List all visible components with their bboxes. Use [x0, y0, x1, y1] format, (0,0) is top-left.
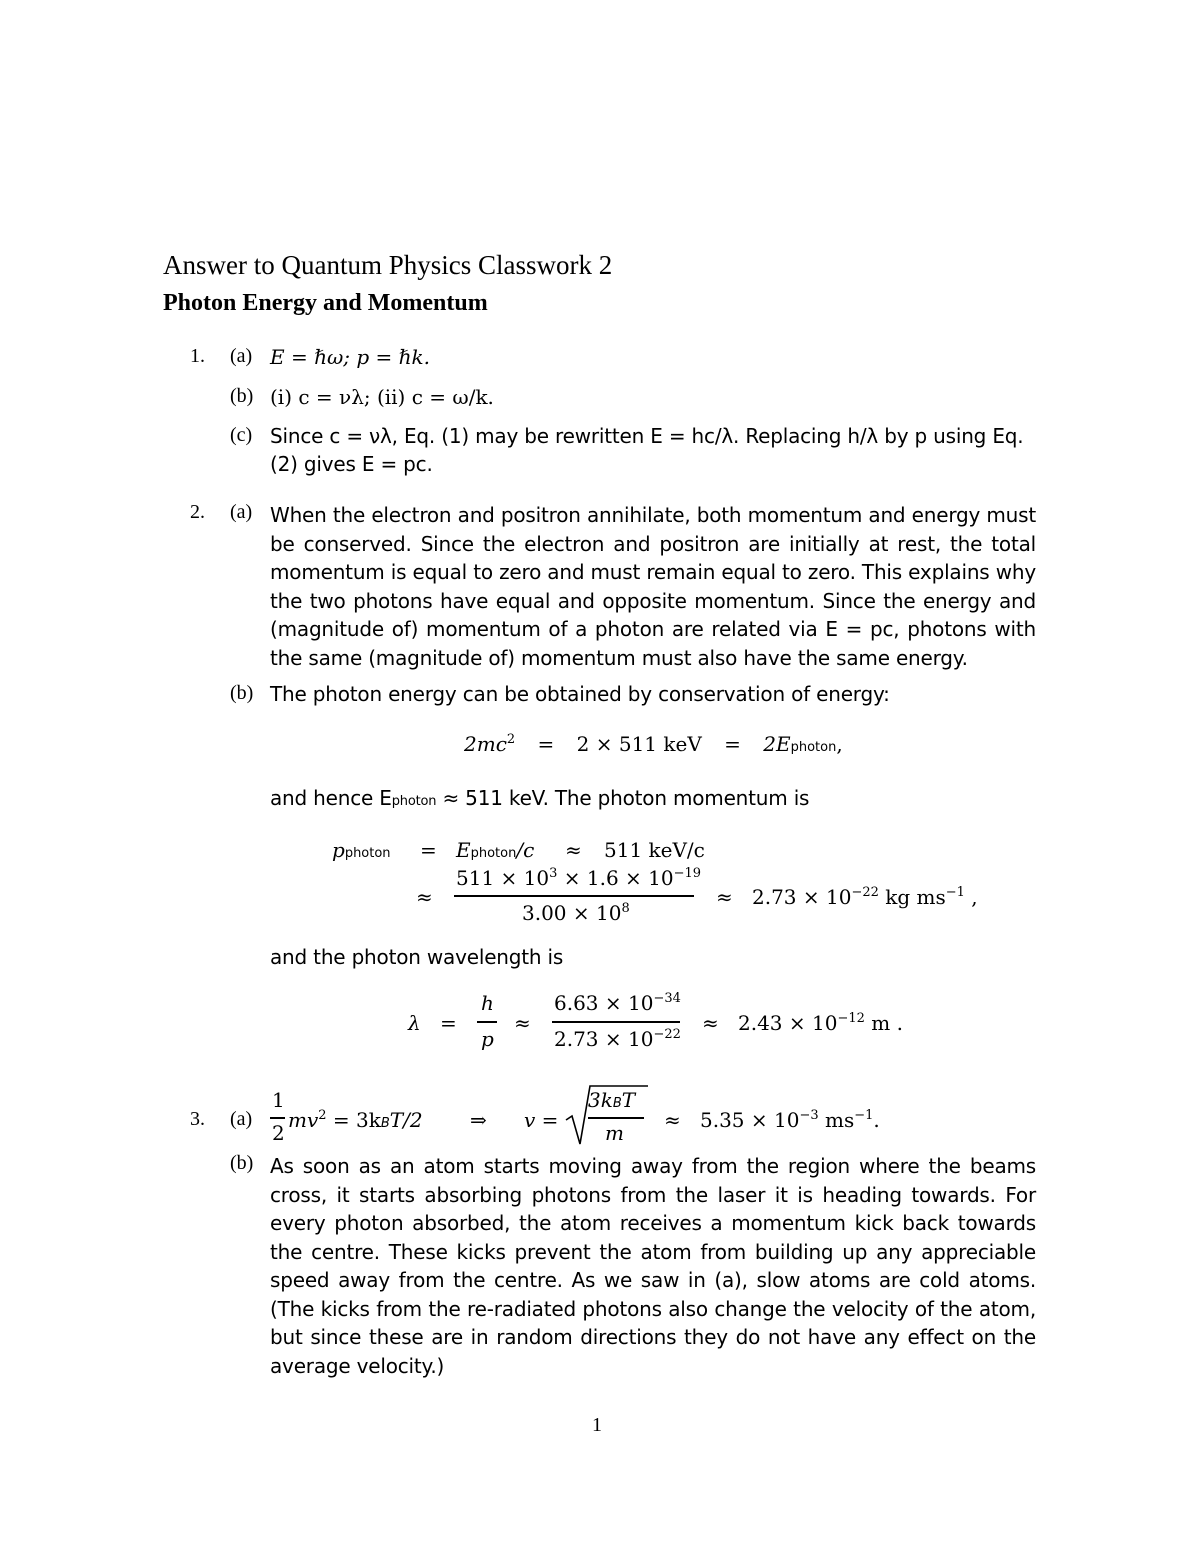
h-over-p-bar [477, 1021, 497, 1023]
approx-sign-6: ≈ [664, 1108, 681, 1132]
section-heading: Photon Energy and Momentum [163, 290, 488, 316]
q3-part-a-label: (a) [230, 1108, 253, 1130]
question-2-number: 2. [190, 501, 205, 523]
q1-part-c-label: (c) [230, 424, 253, 446]
q2-part-a-label: (a) [230, 501, 253, 523]
q1-part-a-text: E = ℏω; p = ℏk. [270, 345, 430, 369]
approx-sign-3: ≈ [716, 885, 733, 909]
q1-part-c-line1: Since c = νλ, Eq. (1) may be rewritten E = hc/λ. Replacing h/λ by p using Eq. [270, 424, 1024, 448]
wavelength-lhs: λ [408, 1011, 421, 1035]
q1-part-b-text: (i) c = νλ; (ii) c = ω/k. [270, 385, 494, 409]
half-numerator: 1 [272, 1088, 285, 1112]
q2-part-a-text: When the electron and positron annihilate, both momentum and energy must be conserved. Since the electron and positron are initially at rest, the total momentum is equal to zero and must remain equal to zero. This explains why the two photons have equal and opposite momentum. Since the energy and (magnitude of) momentum of a photon are related via E = pc, photons with the same (magnitude of) momentum must also have the same energy. [270, 503, 1036, 670]
page-number: 1 [592, 1414, 602, 1436]
q2-part-b-label: (b) [230, 682, 254, 704]
half-denominator: 2 [272, 1121, 285, 1145]
momentum-kev-over-c: 511 keV/c [604, 838, 705, 862]
momentum-lhs: pphoton [332, 838, 391, 862]
kinetic-energy-expression: $mv^2 = 3kBT/2$ [288, 1108, 423, 1132]
momentum-denominator: $3.00 \times 10^8$ [522, 901, 630, 925]
implies-arrow: ⇒ [470, 1108, 487, 1132]
wavelength-equals: = [440, 1011, 457, 1035]
hence-photon-energy: and hence Ephoton ≈ 511 keV. The photon momentum is [270, 786, 810, 810]
momentum-result: $2.73 \times 10^{-22}$ kg $ms^{-1}$ , [752, 885, 978, 909]
wavelength-fraction-bar [552, 1021, 680, 1023]
approx-sign-5: ≈ [702, 1011, 719, 1035]
q2-part-b-intro: The photon energy can be obtained by conservation of energy: [270, 682, 890, 706]
wavelength-denominator: $2.73 \times 10^{-22}$ [554, 1027, 681, 1051]
velocity-lhs: v = [524, 1108, 559, 1132]
momentum-energy-over-c: Ephoton/c [456, 838, 535, 862]
wavelength-numerator: $6.63 \times 10^{-34}$ [554, 991, 681, 1015]
wavelength-p: p [481, 1027, 494, 1051]
wavelength-intro: and the photon wavelength is [270, 945, 564, 969]
question-3-number: 3. [190, 1108, 205, 1130]
half-fraction-bar [270, 1117, 285, 1119]
approx-sign-4: ≈ [514, 1011, 531, 1035]
q1-part-c-line2: (2) gives E = pc. [270, 452, 433, 476]
wavelength-h: h [481, 991, 494, 1015]
momentum-fraction-bar [454, 895, 694, 897]
momentum-numerator: $511 \times 10^3 \times 1.6 \times 10^{-19}$ [456, 866, 702, 890]
root-denominator: m [605, 1121, 624, 1145]
wavelength-result: $2.43 \times 10^{-12}$ m . [738, 1011, 903, 1035]
velocity-result: $5.35 \times 10^{-3}$ $ms^{-1}$. [700, 1108, 880, 1132]
energy-equation: $2mc^2 = 2 \times 511$ keV = 2Ephoton, [464, 732, 843, 756]
root-fraction-bar [588, 1117, 644, 1119]
approx-sign-2: ≈ [416, 885, 433, 909]
q3-part-b-text: As soon as an atom starts moving away from the region where the beams cross, it starts absorbing photons from the laser it is heading towards. For every photon absorbed, the atom receives a momentum kick back towards the centre. These kicks prevent the atom from building up any appreciable speed away from the centre. As we saw in (a), slow atoms are cold atoms. (The kicks from the re-radiated photons also change the velocity of the atom, but since these are in random directions they do not have any effect on the average velocity.) [270, 1154, 1036, 1378]
approx-sign-1: ≈ [565, 838, 582, 862]
question-1-number: 1. [190, 345, 205, 367]
root-numerator: 3kBT [588, 1088, 636, 1112]
q1-part-a-label: (a) [230, 345, 253, 367]
q1-part-b-label: (b) [230, 385, 254, 407]
document-title: Answer to Quantum Physics Classwork 2 [163, 250, 613, 280]
q3-part-b-label: (b) [230, 1152, 254, 1174]
momentum-equals: = [420, 838, 437, 862]
